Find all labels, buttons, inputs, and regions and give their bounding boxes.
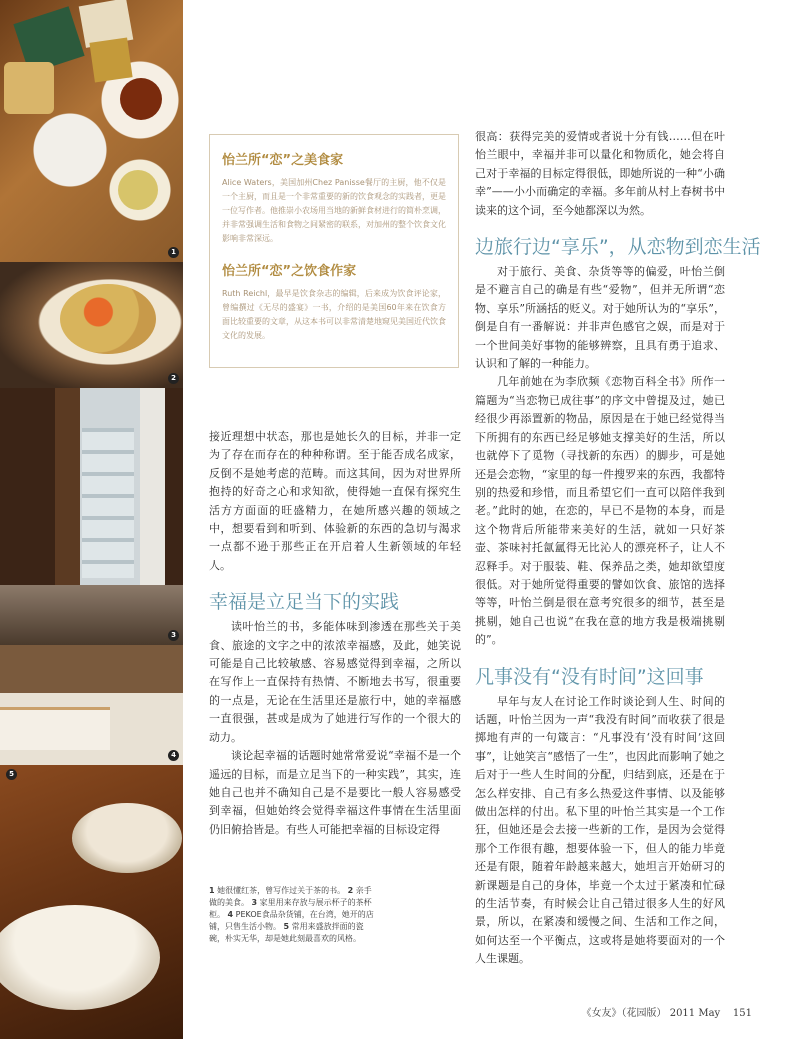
food-plate	[60, 284, 156, 354]
caption-text: 亲手做的美食。	[209, 886, 372, 907]
shop-counter	[0, 707, 110, 750]
photo-caption	[209, 885, 379, 945]
photo-number: 1	[168, 247, 179, 258]
photo-tea-set	[0, 0, 183, 262]
tea-cup	[118, 170, 158, 210]
magazine-name: 《女友》（花园版）	[581, 1008, 667, 1019]
paragraph: 对于旅行、美食、杂货等等的偏爱，叶怡兰倒是不避言自己的确是有些“爱物”，但并无所谓“恋物、享乐”所涵括的贬义。对于她所认为的“享乐”，倒是自有一番解说：并非声色感官之娱，而是对于一个世间美好事物的能够辨察，且具有勇于追求、认识和了解的一种能力。	[475, 265, 725, 371]
caption-number: 5	[283, 922, 290, 931]
page-footer	[582, 1004, 752, 1019]
caption-number: 1	[209, 886, 215, 895]
photo-cabinet	[0, 388, 183, 645]
caption-text: 常用来盛放拌面的瓷碗，朴实无华，却是她此刻最喜欢的风格。	[209, 922, 364, 943]
paragraph: 接近理想中状态，那也是她长久的目标，并非一定为了存在而存在的种种称谓。至于能否成名成家，反倒不是她考虑的范畴。而这其间，因为对世界所抱持的好奇之心和求知欲，使得她一直保有探究生活方方面面的旺盛精力，在她所感兴趣的领域之中，想要看到和听到、体验新的东西的急切与渴求一点都不逊于那些正在开启着人生新领域的年轻人。	[209, 430, 461, 572]
floor	[0, 585, 183, 645]
paragraph: 几年前她在为李欣频《恋物百科全书》所作一篇题为“当恋物已成往事”的序文中曾提及过，她已经很少再添置新的物品，原因是在于她已经觉得当下所拥有的东西已经足够她支撑美好的生活，所以也就停下了觅物（寻找新的东西）的脚步，可是她还是会恋物，“家里的每一件搜罗来的东西，我都特别的热爱和珍惜，而且希望它们一直可以陪伴我到老。”此时的她，在恋的，早已不是物的本身，而是这个物背后所能带来美好的生活，就如一只好茶壶、茶味衬托氤氲得无比沁人的漂亮杯子，让人不忍释手。对于服装、鞋、保养品之类，她却欲望度很低。对于她所觉得重要的譬如饮食、旅馆的选择等等，叶怡兰倒是很在意考究很多的细节，甚至是挑剔，她自己也说“在我在意的地方我是极端挑剔的”。	[475, 375, 725, 647]
caption-text: PEKOE食品杂货铺，在台湾，她开的店铺，只售生活小物。	[209, 910, 374, 931]
sidebar-box	[209, 134, 459, 368]
photo-number: 2	[168, 373, 179, 384]
cup-cabinet	[82, 428, 134, 578]
photo-bowls	[0, 765, 183, 1039]
photo-food	[0, 262, 183, 388]
caption-number: 3	[251, 898, 258, 907]
column-left	[209, 428, 461, 839]
photo-shop	[0, 645, 183, 765]
sidebox-heading: 怡兰所“恋”之饮食作家	[222, 264, 357, 279]
paragraph: 早年与友人在讨论工作时谈论到人生、时间的话题，叶怡兰因为一声“我没有时间”而收获了很是掷地有声的一句箴言：“凡事没有‘没有时间’这回事”，让她笑言“感悟了一生”，也因此而影响了她之后对于一些人生时间的分配，归结到底，还是在于怎么样安排、自己有多么热爱这件事情、以及能够做出怎样的付出。私下里的叶怡兰其实是一个工作狂，但她还是会去接一些新的工作，是因为会觉得那个工作很有趣，想要体验一下，但人的能力毕竟还是有限，随着年龄越来越大，她坦言开始研习的新课题是自己的身体，毕竟一个太过于紧凑和忙碌的生活节奏，有时候会让自己错过很多人生的好风景，所以，在紧凑和缓慢之间、生活和工作之间，如何达至一个平衡点，这或将是她将要面对的一个人生课题。	[475, 694, 725, 966]
caption-number: 2	[347, 886, 354, 895]
section-heading: 幸福是立足当下的实践	[209, 591, 400, 614]
column-right	[475, 128, 761, 969]
paragraph: 谈论起幸福的话题时她常常爱说“幸福不是一个遥远的目标，而是立足当下的一种实践”，其实，连她自己也并不确知自己是不是要比一般人容易感受到幸福，但她始终会觉得幸福这件事情在生活里面仍旧俯拾皆是。有些人可能把幸福的目标设定得	[209, 749, 461, 836]
photo-number: 5	[6, 769, 17, 780]
section-heading: 边旅行边“享乐”，从恋物到恋生活	[475, 236, 761, 259]
photo-number: 4	[168, 750, 179, 761]
porcelain-bowl	[0, 905, 160, 1010]
caption-text: 她很懂红茶，曾写作过关于茶的书。	[217, 886, 346, 895]
tea-tin	[4, 62, 54, 114]
issue-date: 2011 May	[669, 1008, 721, 1019]
porcelain-bowl	[72, 803, 182, 873]
sidebox-text: Alice Waters，美国加州Chez Panisse餐厅的主厨，他不仅是一个主厨，而且是一个非常重要的新的饮食观念的实践者，更是一位写作者。他推崇小农场用当地的新鲜食材进行的简朴烹调，并非常强调生活和食物之间紧密的联系，对加州的整个饮食文化影响非常深远。	[222, 178, 446, 243]
page-number: 151	[732, 1008, 752, 1019]
photo-number: 3	[168, 630, 179, 641]
caption-text: 家里用来存放与展示杯子的茶杯柜。	[209, 898, 372, 919]
caption-number: 4	[227, 910, 234, 919]
tea-cup	[120, 78, 162, 120]
tea-tin	[89, 38, 132, 83]
section-heading: 凡事没有“没有时间”这回事	[475, 665, 704, 688]
sidebox-text: Ruth Reichl，最早是饮食杂志的编辑，后来成为饮食评论家，曾编撰过《无尽的盛宴》一书，介绍的是美国60年来在饮食方面比较重要的文章，从这本书可以非常清楚地窥见美国近代饮食文化的发展。	[222, 289, 446, 340]
paragraph: 很高：获得完美的爱情或者说十分有钱……但在叶怡兰眼中，幸福并非可以量化和物质化，她会将自己对于幸福的目标定得很低，即她所说的一种“小确幸”——小小而确定的幸福。多年前从村上春树书中读来的这个词，至今她都深以为然。	[475, 130, 725, 217]
photo-strip	[0, 0, 183, 1039]
paragraph: 读叶怡兰的书，多能体味到渗透在那些关于美食、旅途的文字之中的浓浓幸福感，及此，她笑说可能是自己比较敏感、容易感觉得到幸福，之所以在写作上一直保持有热情、不断地去书写，很重要的一点是，无论在生活里还是旅行中，她的幸福感一直很强，甚或是成为了她进行写作的一个很大的动力。	[209, 620, 461, 744]
sidebox-heading: 怡兰所“恋”之美食家	[222, 153, 344, 168]
